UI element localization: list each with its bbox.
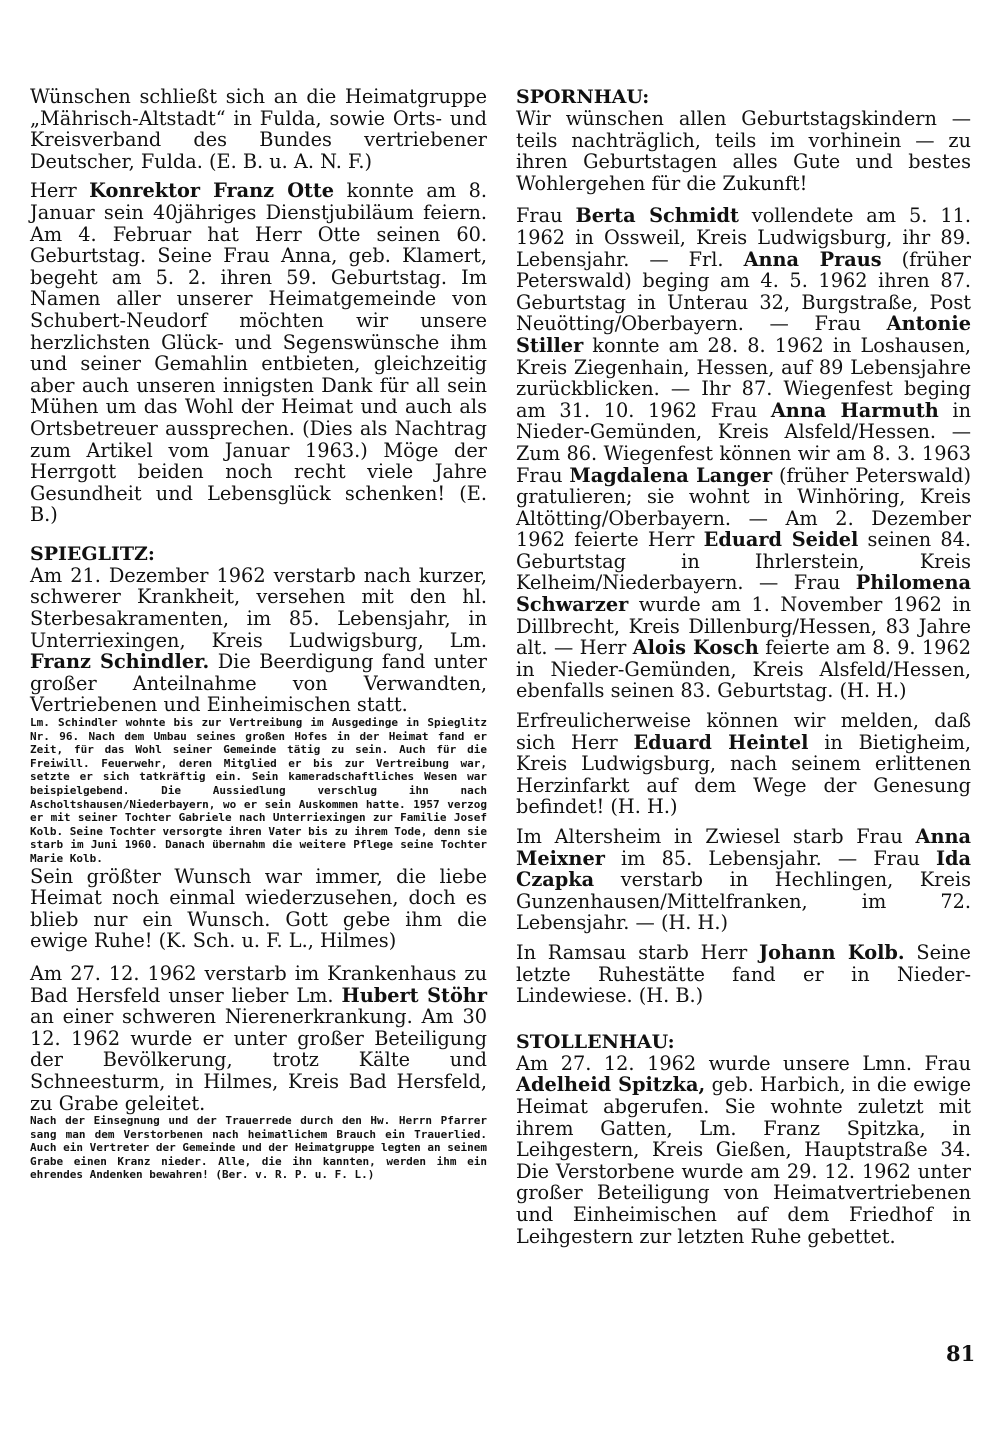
right-column: [516, 86, 971, 1247]
name-ida-czapka: Ida Czapka: [516, 846, 971, 892]
section-heading-spornhau: SPORNHAU:: [516, 86, 650, 108]
text-run: in Bietigheim, Kreis Ludwigsburg, nach seinem erlittenen Herzinfarkt auf dem Wege der Genesung befindet! (H. H.): [516, 730, 971, 819]
text-run: Seine letzte Ruhestätte fand er in Nieder-Lindewiese. (H. B.): [516, 940, 971, 1008]
text-run: Die Beerdigung fand unter großer Anteilnahme von Verwandten, Vertriebenen und Einheimischen statt.: [30, 650, 487, 717]
section-heading-spieglitz: SPIEGLITZ:: [30, 542, 155, 565]
text-run: Am 27. 12. 1962 wurde unsere Lmn. Frau: [516, 1051, 971, 1075]
text-run: Im Altersheim in Zwiesel starb Frau: [516, 825, 916, 848]
text-run: Frau: [516, 204, 576, 228]
name-anna-praus: Anna Praus: [743, 247, 882, 271]
name-anna-meixner: Anna Meixner: [516, 825, 971, 870]
paragraph-franz-otte: [30, 180, 487, 526]
text-run: vollendete am 5. 11. 1962 in Ossweil, Kreis Ludwigsburg, ihr 89. Lebensjahr. — Frl.: [516, 204, 971, 271]
name-alois-kosch: Alois Kosch: [632, 636, 759, 660]
text-run: Erfreulicherweise können wir melden, daß sich Herr: [516, 709, 971, 754]
name-franz-otte: Konrektor Franz Otte: [89, 179, 335, 203]
name-eduard-seidel: Eduard Seidel: [703, 528, 859, 552]
paragraph-fulda-greetings: Wünschen schließt sich an die Heimatgruppe „Mährisch-Altstadt“ in Fulda, sowie Orts- und Kreisverband des Bundes vertriebener Deutscher, Fulda. (E. B. u. A. N. F.): [30, 85, 487, 173]
name-antonie-stiller: Antonie Stiller: [516, 312, 971, 357]
name-hubert-stoehr: Hubert Stöhr: [341, 983, 487, 1007]
name-johann-kolb: Johann Kolb.: [759, 940, 905, 964]
paragraph-birthdays: [516, 205, 971, 702]
name-eduard-heintel: Eduard Heintel: [633, 730, 809, 754]
paragraph-deaths: [516, 826, 971, 934]
name-franz-schindler: Franz Schindler.: [30, 650, 210, 674]
paragraph-hubert-stoehr: [30, 963, 487, 1114]
name-adelheid-spitzka: Adelheid Spitzka,: [516, 1073, 706, 1097]
name-anna-harmuth: Anna Harmuth: [770, 398, 939, 422]
text-run: geb. Harbich, in die ewige Heimat abgerufen. Sie wohnte zuletzt mit ihrem Gatten, Lm. Franz Spitzka, in Leihgestern, Kreis Gießen, Hauptstraße 34. Die Verstorbene wurde am 29. 12. 1962 unter großer Beteiligung von Heimatvertriebenen und Einheimischen auf dem Friedhof in Leihgestern zur letzten Ruhe gebettet.: [516, 1073, 971, 1248]
text-run: an einer schweren Nierenerkrankung. Am 30 12. 1962 wurde er unter großer Beteiligung der Bevölkerung, trotz Kälte und Schneesturm, in Hilmes, Kreis Bad Hersfeld, zu Grabe geleitet.: [30, 1005, 487, 1115]
small-print-schindler: Lm. Schindler wohnte bis zur Vertreibung im Ausgedinge in Spieglitz Nr. 96. Nach dem Umbau seines großen Hofes in der Heimat fand er Zeit, für das Wohl seiner Gemeinde tätig zu sein. Auch für die Freiwill. Feuerwehr, deren Mitglied er bis zur Vertreibung war, setzte er sich tatkräftig ein. Sein kameradschaftliches Wesen war beispielgebend. Die Aussiedlung verschlug ihn nach Ascholtshausen/Niederbayern, wo er sein Auskommen hatte. 1957 verzog er mit seiner Tochter Gabriele nach Unterriexingen zur Familie Josef Kolb. Seine Tochter versorgte ihren Vater bis zu ihrem Tode, denn sie starb im Juni 1960. Danach übernahm die weitere Pflege seine Tochter Marie Kolb.: [30, 716, 487, 865]
name-magdalena-langer: Magdalena Langer: [569, 463, 773, 487]
text-run: feierte am 8. 9. 1962 in Nieder-Gemünden, Kreis Alsfeld/Hessen, ebenfalls seinen 83. Geburtstag. (H. H.): [516, 636, 971, 703]
text-run: (früher Peterswald) gratulieren; sie wohnt in Winhöring, Kreis Altötting/Oberbayern. — Am 2. Dezember 1962 feierte Herr: [516, 463, 972, 552]
text-run: (früher Peterswald) beging am 4. 5. 1962 ihren 87. Geburtstag in Unterau 32, Burgstraße, Post Neuötting/Oberbayern. — Frau: [516, 247, 971, 336]
text-run: Herr: [30, 179, 90, 203]
left-column: [30, 86, 487, 1182]
paragraph-eduard-heintel: [516, 710, 971, 818]
paragraph-birthday-wishes: Wir wünschen allen Geburtstagskindern — teils nachträglich, teils im vorhinein — zu ihren Geburtstagen alles Gute und bestes Wohlergehen für die Zukunft!: [516, 107, 971, 195]
text-run: konnte am 8. Januar sein 40jähriges Dienstjubiläum feiern. Am 4. Februar hat Herr Otte seinen 60. Geburtstag. Seine Frau Anna, geb. Klamert, begeht am 5. 2. ihren 59. Geburtstag. Im Namen aller unserer Heimatgemeinde von Schubert-Neudorf möchten wir unsere herzlichsten Glück- und Segenswünsche ihm und seiner Gemahlin entbieten, gleichzeitig aber auch unseren innigsten Dank für all sein Mühen um das Wohl der Heimat und auch als Ortsbetreuer aussprechen. (Dies als Nachtrag zum Artikel vom Januar 1963.) Möge der Herrgott beiden noch recht viele Jahre Gesundheit und Lebensglück schenken! (E. B.): [30, 179, 487, 527]
small-print-stoehr: Nach der Einsegnung und der Trauerrede durch den Hw. Herrn Pfarrer sang man dem Verstorbenen nach heimatlichem Brauch ein Trauerlied. Auch ein Vertreter der Gemeinde und der Heimatgruppe legten an seinem Grabe einen Kranz nieder. Alle, die ihn kannten, werden ihm ein ehrendes Andenken bewahren! (Ber. v. R. P. u. F. L.): [30, 1114, 487, 1182]
text-run: wurde am 1. November 1962 in Dillbrecht, Kreis Dillenburg/Hessen, 83 Jahre alt. — Herr: [516, 593, 971, 660]
text-run: verstarb in Hechlingen, Kreis Gunzenhausen/Mittelfranken, im 72. Lebensjahr. — (H. H.): [516, 868, 971, 935]
name-philomena-schwarzer: Philomena Schwarzer: [516, 571, 971, 617]
section-heading-stollenhau: STOLLENHAU:: [516, 1030, 675, 1053]
text-run: im 85. Lebensjahr. — Frau: [604, 846, 936, 870]
text-run: In Ramsau starb Herr: [516, 940, 759, 964]
paragraph-adelheid-spitzka: [516, 1053, 971, 1247]
paragraph-johann-kolb: [516, 942, 971, 1007]
text-run: seinen 84. Geburtstag in Ihrlerstein, Kreis Kelheim/Niederbayern. — Frau: [516, 528, 971, 595]
name-berta-schmidt: Berta Schmidt: [575, 204, 739, 228]
page-number: 81: [946, 1341, 976, 1366]
text-run: Am 27. 12. 1962 verstarb im Krankenhaus zu Bad Hersfeld unser lieber Lm.: [30, 961, 487, 1007]
paragraph-schindler-wish: Sein größter Wunsch war immer, die liebe Heimat noch einmal wiederzusehen, doch es blieb nur ein Wunsch. Gott gebe ihm die ewige Ruhe! (K. Sch. u. F. L., Hilmes): [30, 864, 487, 953]
text-run: in Nieder-Gemünden, Kreis Alsfeld/Hessen. — Zum 86. Wiegenfest können wir am 8. 3. 1963 Frau: [516, 398, 971, 487]
text-run: Am 21. Dezember 1962 verstarb nach kurzer, schwerer Krankheit, versehen mit den hl. Sterbesakramenten, im 85. Lebensjahr, in Unterriexingen, Kreis Ludwigsburg, Lm.: [30, 563, 487, 652]
text-run: konnte am 28. 8. 1962 in Loshausen, Kreis Ziegenhain, Hessen, auf 89 Lebensjahre zurückblicken. — Ihr 87. Wiegenfest beging am 31. 10. 1962 Frau: [516, 333, 971, 422]
paragraph-franz-schindler: [30, 565, 487, 716]
